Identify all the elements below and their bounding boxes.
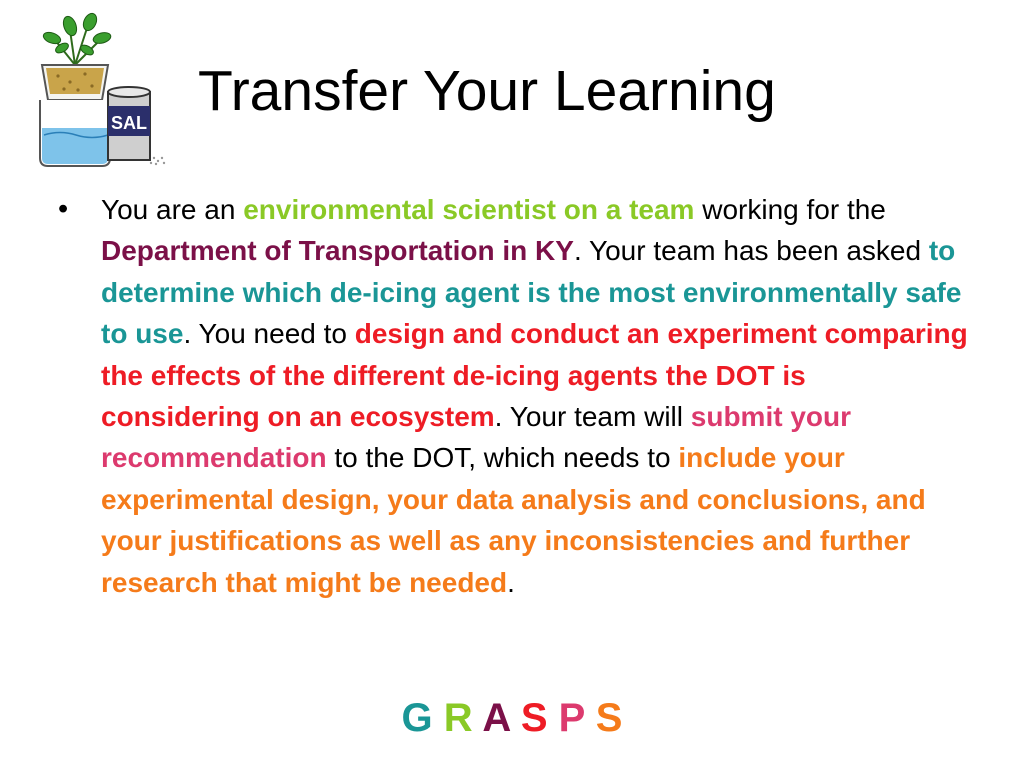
bullet-marker: • <box>58 193 69 225</box>
grasps-acronym <box>0 698 1024 738</box>
grasps-letter: A <box>482 696 510 740</box>
highlighted-phrase: Department of Transportation in KY <box>101 235 574 267</box>
highlighted-phrase: design and conduct an experiment comparing the effects of the different de-icing agents the DOT is considering on an ecosystem <box>101 318 968 433</box>
highlighted-phrase: include your experimental design, your data analysis and conclusions, and your justifications as well as any inconsistencies and further research that might be needed <box>101 442 926 598</box>
highlighted-phrase: to determine which de-icing agent is the most environmentally safe to use <box>101 235 962 350</box>
body-text: You are an <box>101 194 244 225</box>
plant-bottle-logo-icon <box>30 10 170 170</box>
grasps-letter: R <box>443 696 473 740</box>
body-text: working for the <box>694 194 886 225</box>
body-text: . <box>507 566 515 598</box>
body-text: . You need to <box>183 318 355 350</box>
slide-title: Transfer Your Learning <box>198 59 776 123</box>
highlighted-phrase: environmental scientist on a team <box>243 194 695 225</box>
bullet-list <box>58 189 978 603</box>
grasps-letter: S <box>520 696 548 740</box>
grasps-letter: S <box>595 696 623 740</box>
body-text: to the DOT, which needs to <box>326 442 679 474</box>
body-text: . Your team will <box>494 401 691 433</box>
bullet-paragraph <box>101 189 971 603</box>
grasps-letter: G <box>401 696 433 740</box>
body-text: . Your team has been asked <box>573 235 929 267</box>
grasps-letter: P <box>558 696 585 740</box>
salt-can-label: SAL <box>111 113 147 133</box>
highlighted-phrase: submit your recommendation <box>101 401 852 474</box>
